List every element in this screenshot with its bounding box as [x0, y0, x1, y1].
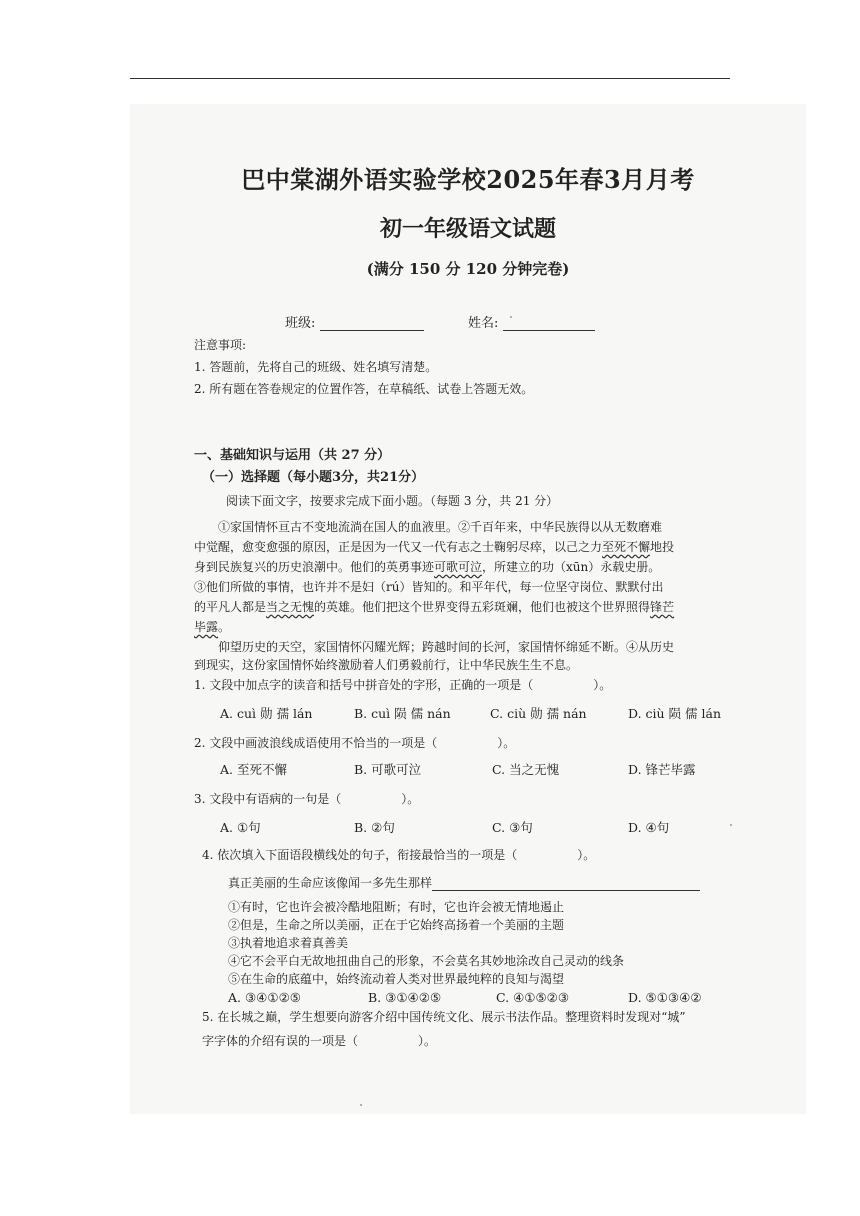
q3-option-b[interactable]: B. ②句	[354, 820, 395, 835]
wavy-idiom: 毕露	[194, 620, 219, 634]
header-rule	[130, 78, 730, 79]
q3-option-d[interactable]: D. ④句	[628, 820, 670, 835]
question-1-stem: 1. 文段中加点字的读音和括号中拼音处的字形，正确的一项是（ ）。	[194, 678, 612, 692]
question-4-stem: 4. 依次填入下面语段横线处的句子，衔接最恰当的一项是（ ）。	[202, 848, 596, 862]
notice-item-2: 2. 所有题在答卷规定的位置作答，在草稿纸、试卷上答题无效。	[194, 382, 534, 396]
exam-note: (满分 150 分 120 分钟完卷)	[366, 260, 570, 278]
question-5-stem: 5. 在长城之巅，学生想要向游客介绍中国传统文化、展示书法作品。整理资料时发现对“城”	[202, 1010, 686, 1024]
question-2-stem: 2. 文段中画波浪线成语使用不恰当的一项是（ ）。	[194, 736, 516, 750]
name-label: 姓名:	[468, 316, 499, 331]
q2-option-d[interactable]: D. 锋芒毕露	[628, 762, 696, 777]
name-blank[interactable]	[503, 316, 595, 331]
scan-speck	[360, 1104, 362, 1106]
passage-line: 仰望历史的天空，家国情怀闪耀光辉；跨越时间的长河，家国情怀绵延不断。④从历史	[218, 640, 675, 654]
q1-option-c[interactable]: C. ciù 勋 孺 nán	[490, 706, 587, 721]
q3-option-a[interactable]: A. ①句	[220, 820, 261, 835]
subsection-heading: （一）选择题（每小题3分，共21分）	[202, 470, 425, 485]
q4-sentence: ④它不会平白无故地扭曲自己的形象，不会莫名其妙地涂改自己灵动的线条	[228, 954, 625, 968]
q2-option-a[interactable]: A. 至死不懈	[220, 762, 287, 777]
q4-lead-sentence: 真正美丽的生命应该像闻一多先生那样	[228, 874, 700, 891]
passage-line: 毕露。	[194, 620, 231, 634]
exam-subtitle: 初一年级语文试题	[379, 216, 556, 242]
section-heading: 一、基础知识与运用（共 27 分）	[194, 448, 391, 463]
q4-option-b[interactable]: B. ③①④②⑤	[368, 990, 442, 1005]
passage-line: ①家国情怀亘古不变地流淌在国人的血液里。②千百年来，中华民族得以从无数磨难	[218, 520, 663, 534]
q1-option-b[interactable]: B. cuì 陨 儒 nán	[354, 706, 451, 721]
name-field	[468, 312, 595, 331]
q2-option-b[interactable]: B. 可歌可泣	[354, 762, 422, 777]
passage-line: 到现实，这份家国情怀始终激励着人们勇毅前行，让中华民族生生不息。	[194, 658, 579, 672]
q4-option-c[interactable]: C. ④①⑤②③	[496, 990, 570, 1005]
q4-sentence: ③执着地追求着真善美	[228, 936, 349, 950]
notice-heading: 注意事项:	[194, 338, 247, 352]
q1-option-d[interactable]: D. ciù 陨 儒 lán	[628, 706, 721, 721]
exam-title: 巴中棠湖外语实验学校2025年春3月月考	[241, 165, 695, 194]
reading-instruction: 阅读下面文字，按要求完成下面小题。（每题 3 分，共 21 分）	[226, 494, 559, 508]
class-blank[interactable]	[320, 316, 424, 331]
passage-line: ③他们所做的事情，也许并不是妇（rú）皆知的。和平年代，每一位坚守岗位、默默付出	[194, 580, 664, 594]
scan-speck	[730, 824, 732, 826]
q4-option-d[interactable]: D. ⑤①③④②	[628, 990, 702, 1005]
q1-option-a[interactable]: A. cuì 勋 孺 lán	[220, 706, 313, 721]
q3-option-c[interactable]: C. ③句	[492, 820, 533, 835]
q4-option-a[interactable]: A. ③④①②⑤	[228, 990, 302, 1005]
question-5-stem-cont: 字字体的介绍有误的一项是（ ）。	[202, 1034, 437, 1048]
class-field	[285, 312, 424, 331]
q4-answer-blank[interactable]	[432, 876, 700, 891]
wavy-idiom: 至死不懈	[602, 540, 651, 554]
q2-option-c[interactable]: C. 当之无愧	[492, 762, 560, 777]
scan-speck	[510, 316, 512, 318]
exam-sheet	[130, 104, 806, 1114]
passage-line: 中觉醒，愈变愈强的原因，正是因为一代又一代有志之士鞠躬尽瘁，以己之力至死不懈地投	[194, 540, 675, 554]
q4-sentence: ②但是，生命之所以美丽，正在于它始终高扬着一个美丽的主题	[228, 918, 565, 932]
wavy-idiom: 可歌可泣	[434, 560, 483, 574]
wavy-idiom: 锋芒	[650, 600, 675, 614]
notice-item-1: 1. 答题前，先将自己的班级、姓名填写清楚。	[194, 360, 438, 374]
q4-sentence: ⑤在生命的底蕴中，始终流动着人类对世界最纯粹的良知与渴望	[228, 972, 565, 986]
passage-line: 身到民族复兴的历史浪潮中。他们的英勇事迹可歌可泣，所建立的功（xūn）永载史册。	[194, 560, 661, 574]
wavy-idiom: 当之无愧	[266, 600, 315, 614]
class-label: 班级:	[285, 316, 316, 331]
question-3-stem: 3. 文段中有语病的一句是（ ）。	[194, 792, 420, 806]
passage-line: 的平凡人都是当之无愧的英雄。他们把这个世界变得五彩斑斓，他们也被这个世界照得锋芒	[194, 600, 675, 614]
q4-sentence: ①有时，它也许会被冷酷地阻断；有时，它也许会被无情地遏止	[228, 900, 565, 914]
